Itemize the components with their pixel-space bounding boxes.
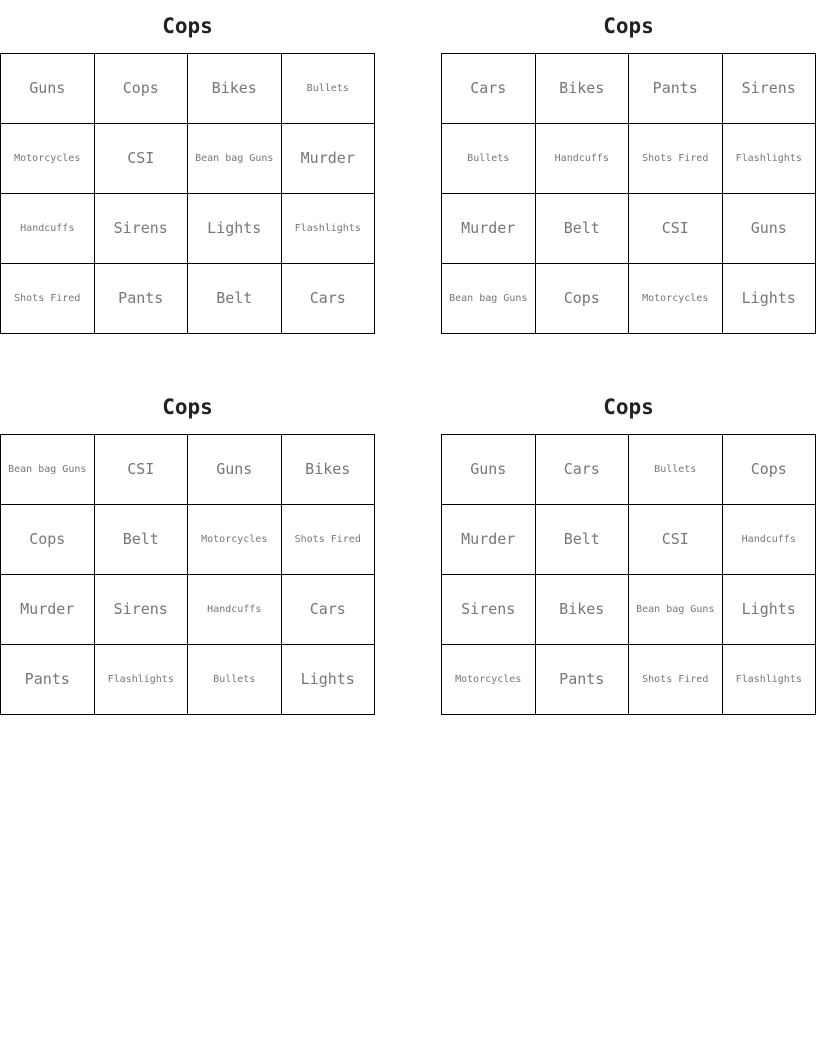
bingo-cell: Flashlights xyxy=(282,194,376,264)
bingo-card-3 xyxy=(0,395,375,688)
bingo-cell: Handcuffs xyxy=(1,194,95,264)
bingo-cell: Bikes xyxy=(536,575,630,645)
bingo-grid xyxy=(441,434,816,715)
bingo-cell: Lights xyxy=(723,264,816,334)
bingo-cell: Pants xyxy=(95,264,189,334)
bingo-cell: Belt xyxy=(95,505,189,575)
bingo-cell: Handcuffs xyxy=(723,505,816,575)
bingo-cell: Pants xyxy=(1,645,95,715)
bingo-cell: Bullets xyxy=(282,54,376,124)
bingo-cell: Cops xyxy=(536,264,630,334)
bingo-cell: CSI xyxy=(95,124,189,194)
bingo-cell: Bullets xyxy=(188,645,282,715)
bingo-cell: Murder xyxy=(442,505,536,575)
bingo-cell: Cars xyxy=(536,435,630,505)
bingo-cell: Lights xyxy=(282,645,376,715)
bingo-cell: Bikes xyxy=(536,54,630,124)
bingo-cell: Guns xyxy=(188,435,282,505)
bingo-cell: Sirens xyxy=(95,575,189,645)
bingo-cell: Cars xyxy=(282,264,376,334)
bingo-cell: Motorcycles xyxy=(442,645,536,715)
bingo-card-2 xyxy=(441,14,816,307)
bingo-cell: Belt xyxy=(536,505,630,575)
bingo-cell: Cops xyxy=(723,435,816,505)
bingo-cell: Flashlights xyxy=(723,124,816,194)
bingo-card-1 xyxy=(0,14,375,307)
bingo-cell: Shots Fired xyxy=(629,645,723,715)
bingo-cell: CSI xyxy=(95,435,189,505)
bingo-cell: Guns xyxy=(1,54,95,124)
bingo-cell: Murder xyxy=(442,194,536,264)
bingo-cell: Guns xyxy=(723,194,816,264)
bingo-cell: Sirens xyxy=(723,54,816,124)
bingo-cell: Shots Fired xyxy=(282,505,376,575)
bingo-cell: Murder xyxy=(282,124,376,194)
bingo-cell: Cars xyxy=(282,575,376,645)
bingo-cell: Lights xyxy=(723,575,816,645)
bingo-cell: Murder xyxy=(1,575,95,645)
bingo-cell: Handcuffs xyxy=(188,575,282,645)
bingo-cell: Pants xyxy=(536,645,630,715)
bingo-grid xyxy=(0,434,375,715)
bingo-cell: Cops xyxy=(1,505,95,575)
bingo-cell: Lights xyxy=(188,194,282,264)
bingo-cell: Flashlights xyxy=(723,645,816,715)
bingo-cell: Cars xyxy=(442,54,536,124)
bingo-cell: Flashlights xyxy=(95,645,189,715)
bingo-cell: Belt xyxy=(188,264,282,334)
bingo-cell: Handcuffs xyxy=(536,124,630,194)
bingo-cell: Belt xyxy=(536,194,630,264)
card-title: Cops xyxy=(162,14,213,38)
bingo-cell: Motorcycles xyxy=(188,505,282,575)
bingo-cell: Bullets xyxy=(629,435,723,505)
card-title: Cops xyxy=(603,14,654,38)
bingo-cell: Bean bag Guns xyxy=(188,124,282,194)
bingo-cell: Bean bag Guns xyxy=(1,435,95,505)
card-title: Cops xyxy=(603,395,654,419)
bingo-cell: Bean bag Guns xyxy=(629,575,723,645)
bingo-cell: Shots Fired xyxy=(1,264,95,334)
bingo-cell: Bullets xyxy=(442,124,536,194)
bingo-cell: Bikes xyxy=(188,54,282,124)
bingo-cell: CSI xyxy=(629,194,723,264)
card-title: Cops xyxy=(162,395,213,419)
bingo-cell: Bikes xyxy=(282,435,376,505)
bingo-grid xyxy=(0,53,375,334)
bingo-cell: Sirens xyxy=(442,575,536,645)
bingo-cell: Sirens xyxy=(95,194,189,264)
bingo-cell: Shots Fired xyxy=(629,124,723,194)
bingo-cell: Guns xyxy=(442,435,536,505)
bingo-cell: Cops xyxy=(95,54,189,124)
bingo-cell: Motorcycles xyxy=(1,124,95,194)
bingo-cell: Pants xyxy=(629,54,723,124)
bingo-card-4 xyxy=(441,395,816,688)
bingo-cell: Bean bag Guns xyxy=(442,264,536,334)
bingo-cell: Motorcycles xyxy=(629,264,723,334)
bingo-grid xyxy=(441,53,816,334)
bingo-cell: CSI xyxy=(629,505,723,575)
